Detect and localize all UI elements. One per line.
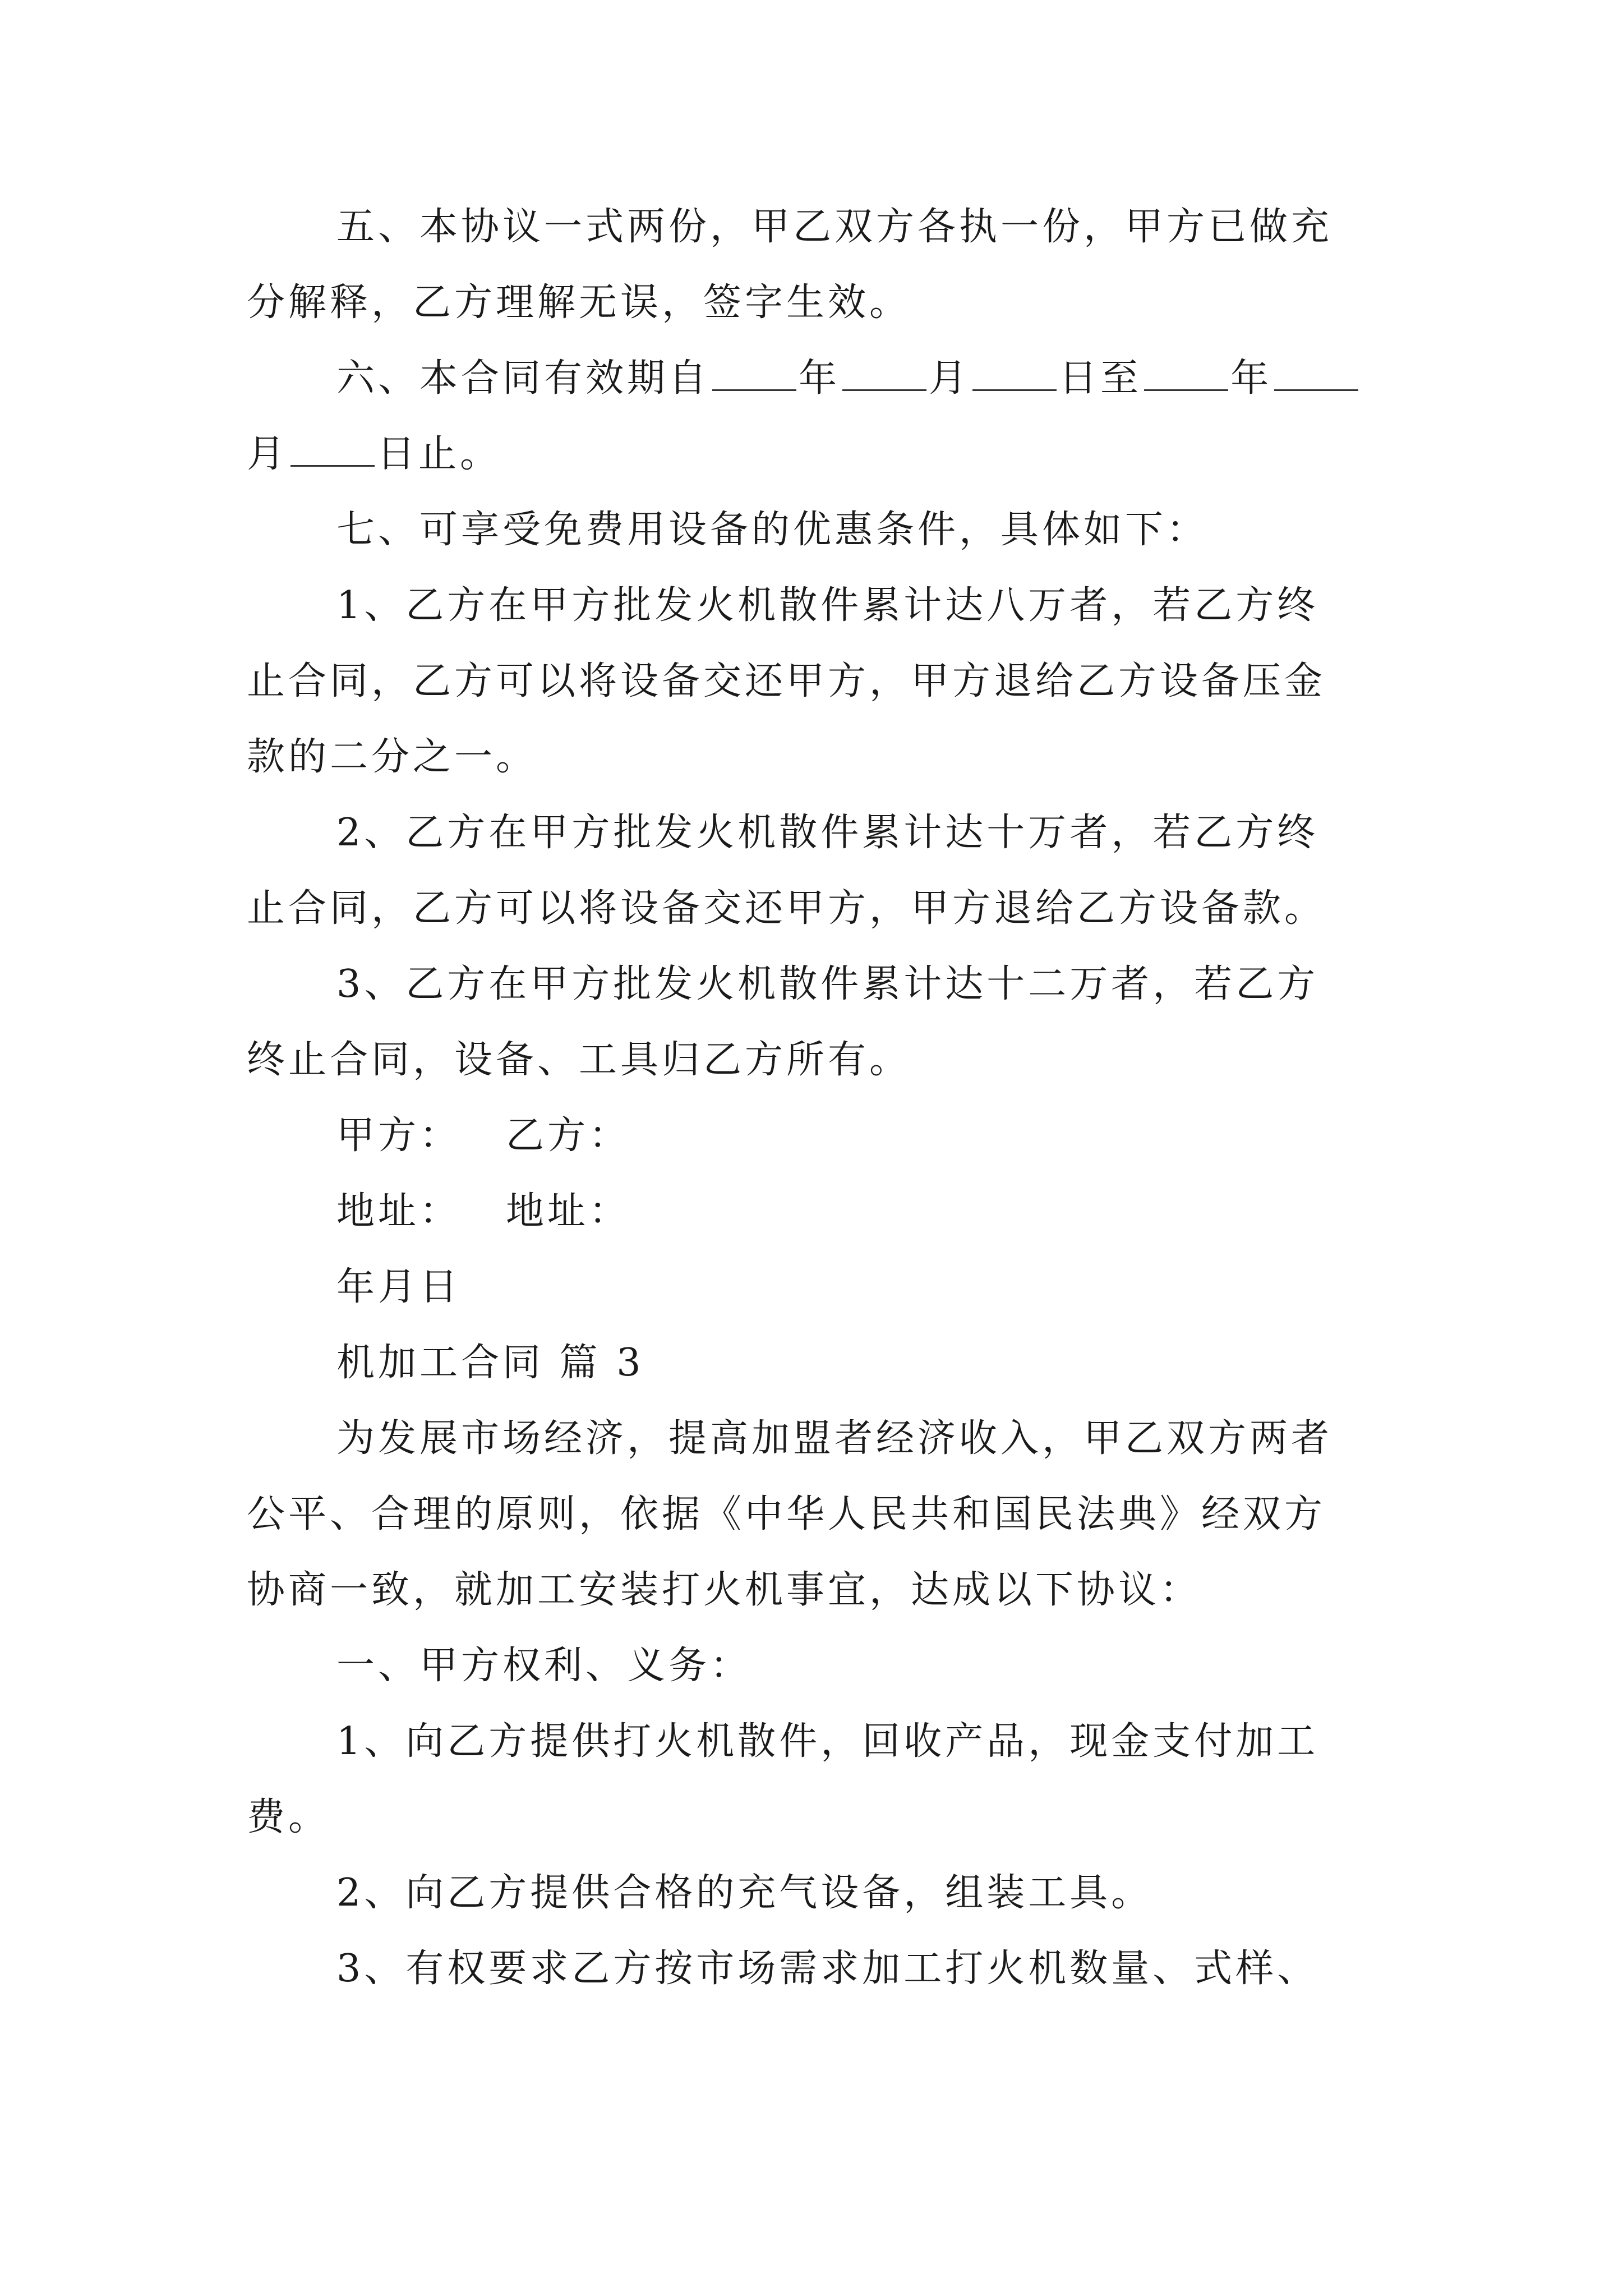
paragraph-line: 一、甲方权利、义务： — [336, 1644, 752, 1688]
party-a-label: 甲方： — [336, 1114, 462, 1158]
paragraph-line: 止合同，乙方可以将设备交还甲方，甲方退给乙方设备款。 — [247, 886, 1326, 931]
paragraph-line: 协商一致，就加工安装打火机事宜，达成以下协议： — [247, 1568, 1202, 1612]
year-label: 年 — [799, 356, 841, 401]
party-a-address-label: 地址： — [336, 1189, 462, 1234]
section-heading: 机加工合同 篇 3 — [336, 1341, 644, 1385]
paragraph-line: 费。 — [247, 1795, 330, 1839]
paragraph-line: 3、乙方在甲方批发火机散件累计达十二万者，若乙方 — [336, 962, 1319, 1006]
day-to-label: 日至 — [1059, 356, 1142, 401]
paragraph-line: 2、乙方在甲方批发火机散件累计达十万者，若乙方终 — [336, 811, 1319, 855]
month-label: 月 — [247, 432, 289, 476]
month-label: 月 — [929, 356, 971, 401]
blank-field — [1144, 357, 1228, 391]
day-end-label: 日止。 — [377, 432, 502, 476]
paragraph-line: 3、有权要求乙方按市场需求加工打火机数量、式样、 — [336, 1947, 1319, 1991]
blank-field — [842, 357, 926, 391]
signature-party-line — [336, 1111, 630, 1161]
blank-field — [972, 357, 1057, 391]
paragraph-line: 为发展市场经济，提高加盟者经济收入，甲乙双方两者 — [336, 1416, 1333, 1461]
blank-field — [291, 432, 375, 467]
paragraph-line: 公平、合理的原则，依据《中华人民共和国民法典》经双方 — [247, 1492, 1326, 1536]
blank-field — [1274, 357, 1358, 391]
signature-address-line — [336, 1186, 630, 1237]
blank-field — [712, 357, 796, 391]
paragraph-line: 五、本协议一式两份，甲乙双方各执一份，甲方已做充 — [336, 205, 1333, 249]
party-b-address-label: 地址： — [506, 1189, 631, 1234]
paragraph-line: 分解释，乙方理解无误，签字生效。 — [247, 280, 911, 325]
paragraph-line: 七、可享受免费用设备的优惠条件，具体如下： — [336, 508, 1209, 552]
party-b-label: 乙方： — [506, 1114, 631, 1158]
validity-period-line-end — [247, 429, 501, 480]
paragraph-line: 款的二分之一。 — [247, 735, 538, 779]
paragraph-line: 终止合同，设备、工具归乙方所有。 — [247, 1038, 911, 1082]
year-label: 年 — [1230, 356, 1272, 401]
validity-period-line — [336, 353, 1361, 404]
validity-label: 六、本合同有效期自 — [336, 356, 711, 401]
paragraph-line: 1、向乙方提供打火机散件，回收产品，现金支付加工 — [336, 1719, 1319, 1764]
paragraph-line: 止合同，乙方可以将设备交还甲方，甲方退给乙方设备压金 — [247, 659, 1326, 703]
paragraph-line: 1、乙方在甲方批发火机散件累计达八万者，若乙方终 — [336, 583, 1319, 628]
signature-date-line: 年月日 — [336, 1265, 462, 1309]
paragraph-line: 2、向乙方提供合格的充气设备，组装工具。 — [336, 1871, 1153, 1915]
